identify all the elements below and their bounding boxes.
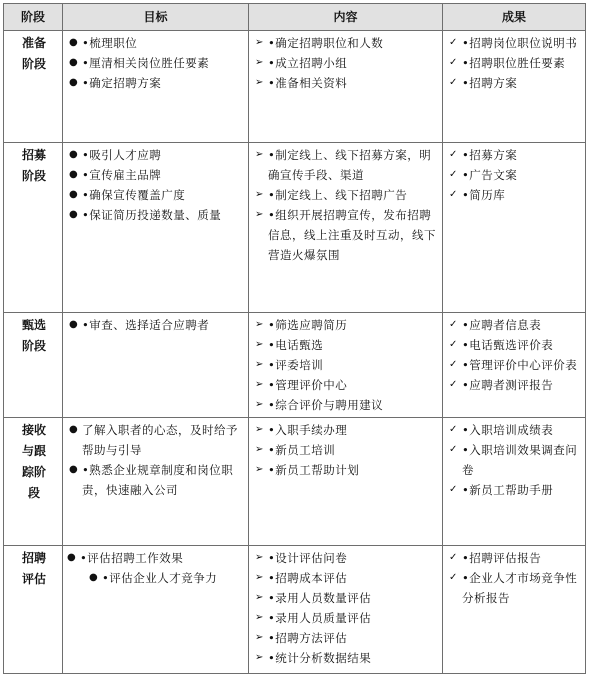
list-item: ● •梳理职位 — [69, 33, 244, 53]
stage-cell — [4, 31, 63, 143]
list-item: ● 了解入职者的心态，及时给予帮助与引导 — [69, 420, 244, 460]
table-row — [4, 418, 586, 546]
list-item: ➢ •组织开展招聘宣传，发布招聘信息，线上注重及时互动，线下营造火爆氛围 — [255, 205, 438, 265]
goal-cell — [63, 546, 249, 674]
stage-label-line: 招聘 — [21, 551, 46, 565]
stage-cell — [4, 546, 63, 674]
stage-label-line: 准备 — [21, 36, 46, 50]
bullet-dot-icon: ● — [89, 572, 98, 583]
list-item: ● •吸引人才应聘 — [69, 145, 244, 165]
stage-label-line: 评估 — [21, 572, 46, 586]
list-item: ➢ •制定线上、线下招聘广告 — [255, 185, 438, 205]
stage-label-line: 段 — [27, 486, 40, 500]
list-item: ✓ •入职培训效果调查问卷 — [449, 440, 581, 480]
list-item: ✓ •招聘评估报告 — [449, 548, 581, 568]
bullet-dot-icon: ● — [69, 189, 78, 200]
list-item: ➢ •新员工帮助计划 — [255, 460, 438, 480]
list-item: ➢ •新员工培训 — [255, 440, 438, 460]
arrow-bullet-icon: ➢ — [255, 189, 264, 200]
stage-label-line: 甄选 — [21, 318, 46, 332]
list-item: ✓ •招募方案 — [449, 145, 581, 165]
list-item: ➢ •筛选应聘简历 — [255, 315, 438, 335]
arrow-bullet-icon: ➢ — [255, 552, 264, 563]
recruitment-plan-document — [3, 3, 585, 674]
list-item: ➢ •评委培训 — [255, 355, 438, 375]
arrow-bullet-icon: ➢ — [255, 57, 264, 68]
list-item: ➢ •确定招聘职位和人数 — [255, 33, 438, 53]
list-item: ➢ •入职手续办理 — [255, 420, 438, 440]
arrow-bullet-icon: ➢ — [255, 77, 264, 88]
bullet-dot-icon: ● — [69, 464, 78, 475]
list-item: ➢ •电话甄选 — [255, 335, 438, 355]
arrow-bullet-icon: ➢ — [255, 652, 264, 663]
content-cell — [249, 31, 443, 143]
list-item: ✓ •招聘方案 — [449, 73, 581, 93]
goal-cell — [63, 418, 249, 546]
list-item: ➢ •准备相关资料 — [255, 73, 438, 93]
bullet-dot-icon: ● — [69, 169, 78, 180]
list-item: ➢ •设计评估问卷 — [255, 548, 438, 568]
stage-cell — [4, 313, 63, 418]
list-item: ✓ •新员工帮助手册 — [449, 480, 581, 500]
table-row — [4, 143, 586, 313]
content-cell — [249, 313, 443, 418]
list-item: ➢ •录用人员质量评估 — [255, 608, 438, 628]
arrow-bullet-icon: ➢ — [255, 572, 264, 583]
list-item: ● •确保宣传覆盖广度 — [69, 185, 244, 205]
list-item: ✓ •应聘者测评报告 — [449, 375, 581, 395]
arrow-bullet-icon: ➢ — [255, 632, 264, 643]
table-row — [4, 546, 586, 674]
list-item: ➢ •成立招聘小组 — [255, 53, 438, 73]
arrow-bullet-icon: ➢ — [255, 319, 264, 330]
content-cell — [249, 418, 443, 546]
check-bullet-icon: ✓ — [449, 359, 458, 370]
goal-cell — [63, 143, 249, 313]
table-row — [4, 313, 586, 418]
check-bullet-icon: ✓ — [449, 77, 458, 88]
bullet-dot-icon: ● — [69, 209, 78, 220]
stage-cell — [4, 418, 63, 546]
bullet-dot-icon: ● — [69, 424, 78, 435]
bullet-dot-icon: ● — [69, 149, 78, 160]
stage-label-line: 阶段 — [21, 169, 46, 183]
arrow-bullet-icon: ➢ — [255, 464, 264, 475]
check-bullet-icon: ✓ — [449, 552, 458, 563]
bullet-dot-icon: ● — [69, 319, 78, 330]
check-bullet-icon: ✓ — [449, 189, 458, 200]
arrow-bullet-icon: ➢ — [255, 359, 264, 370]
header-result: 成果 — [443, 4, 586, 31]
table-header-row — [4, 4, 586, 31]
list-item: ✓ •企业人才市场竞争性分析报告 — [449, 568, 581, 608]
list-item: ➢ •招聘成本评估 — [255, 568, 438, 588]
list-item: ✓ •招聘职位胜任要素 — [449, 53, 581, 73]
result-cell — [443, 546, 586, 674]
arrow-bullet-icon: ➢ — [255, 424, 264, 435]
stage-label-line: 接收 — [21, 423, 46, 437]
arrow-bullet-icon: ➢ — [255, 149, 264, 160]
list-item: ➢ •统计分析数据结果 — [255, 648, 438, 668]
result-cell — [443, 143, 586, 313]
list-item: ● •评估企业人才竞争力 — [89, 568, 244, 588]
result-cell — [443, 418, 586, 546]
header-stage: 阶段 — [4, 4, 63, 31]
check-bullet-icon: ✓ — [449, 424, 458, 435]
arrow-bullet-icon: ➢ — [255, 209, 264, 220]
goal-cell — [63, 31, 249, 143]
list-item: ✓ •管理评价中心评价表 — [449, 355, 581, 375]
header-goal: 目标 — [63, 4, 249, 31]
stage-label-line: 阶段 — [21, 57, 46, 71]
goal-cell — [63, 313, 249, 418]
list-item: ➢ •制定线上、线下招募方案，明确宣传手段、渠道 — [255, 145, 438, 185]
check-bullet-icon: ✓ — [449, 37, 458, 48]
stage-cell — [4, 143, 63, 313]
check-bullet-icon: ✓ — [449, 444, 458, 455]
arrow-bullet-icon: ➢ — [255, 592, 264, 603]
stage-label-line: 招募 — [21, 148, 46, 162]
list-item: ● •厘清相关岗位胜任要素 — [69, 53, 244, 73]
result-cell — [443, 313, 586, 418]
result-cell — [443, 31, 586, 143]
list-item: ✓ •入职培训成绩表 — [449, 420, 581, 440]
table-row — [4, 31, 586, 143]
list-item: ✓ •广告文案 — [449, 165, 581, 185]
arrow-bullet-icon: ➢ — [255, 37, 264, 48]
check-bullet-icon: ✓ — [449, 57, 458, 68]
check-bullet-icon: ✓ — [449, 572, 458, 583]
check-bullet-icon: ✓ — [449, 319, 458, 330]
arrow-bullet-icon: ➢ — [255, 339, 264, 350]
bullet-dot-icon: ● — [69, 77, 78, 88]
content-cell — [249, 546, 443, 674]
arrow-bullet-icon: ➢ — [255, 379, 264, 390]
list-item: ➢ •管理评价中心 — [255, 375, 438, 395]
check-bullet-icon: ✓ — [449, 379, 458, 390]
check-bullet-icon: ✓ — [449, 149, 458, 160]
arrow-bullet-icon: ➢ — [255, 444, 264, 455]
stage-label-line: 踪阶 — [21, 465, 46, 479]
list-item: ✓ •简历库 — [449, 185, 581, 205]
check-bullet-icon: ✓ — [449, 484, 458, 495]
check-bullet-icon: ✓ — [449, 339, 458, 350]
list-item: ➢ •录用人员数量评估 — [255, 588, 438, 608]
check-bullet-icon: ✓ — [449, 169, 458, 180]
list-item: ● •确定招聘方案 — [69, 73, 244, 93]
arrow-bullet-icon: ➢ — [255, 399, 264, 410]
list-item: ● •审查、选择适合应聘者 — [69, 315, 244, 335]
stage-label-line: 与跟 — [21, 444, 46, 458]
bullet-dot-icon: ● — [69, 57, 78, 68]
list-item: ✓ •应聘者信息表 — [449, 315, 581, 335]
list-item: ➢ •综合评价与聘用建议 — [255, 395, 438, 415]
bullet-dot-icon: ● — [67, 552, 76, 563]
header-content: 内容 — [249, 4, 443, 31]
list-item: ● •保证简历投递数量、质量 — [69, 205, 244, 225]
content-cell — [249, 143, 443, 313]
arrow-bullet-icon: ➢ — [255, 612, 264, 623]
stage-label-line: 阶段 — [21, 339, 46, 353]
bullet-dot-icon: ● — [69, 37, 78, 48]
list-item: ➢ •招聘方法评估 — [255, 628, 438, 648]
list-item: ✓ •招聘岗位职位说明书 — [449, 33, 581, 53]
list-item: ● •宣传雇主品牌 — [69, 165, 244, 185]
list-item: ● •熟悉企业规章制度和岗位职责，快速融入公司 — [69, 460, 244, 500]
recruitment-stage-table — [3, 3, 586, 674]
list-item: ✓ •电话甄选评价表 — [449, 335, 581, 355]
list-item: ● •评估招聘工作效果 — [67, 548, 244, 568]
